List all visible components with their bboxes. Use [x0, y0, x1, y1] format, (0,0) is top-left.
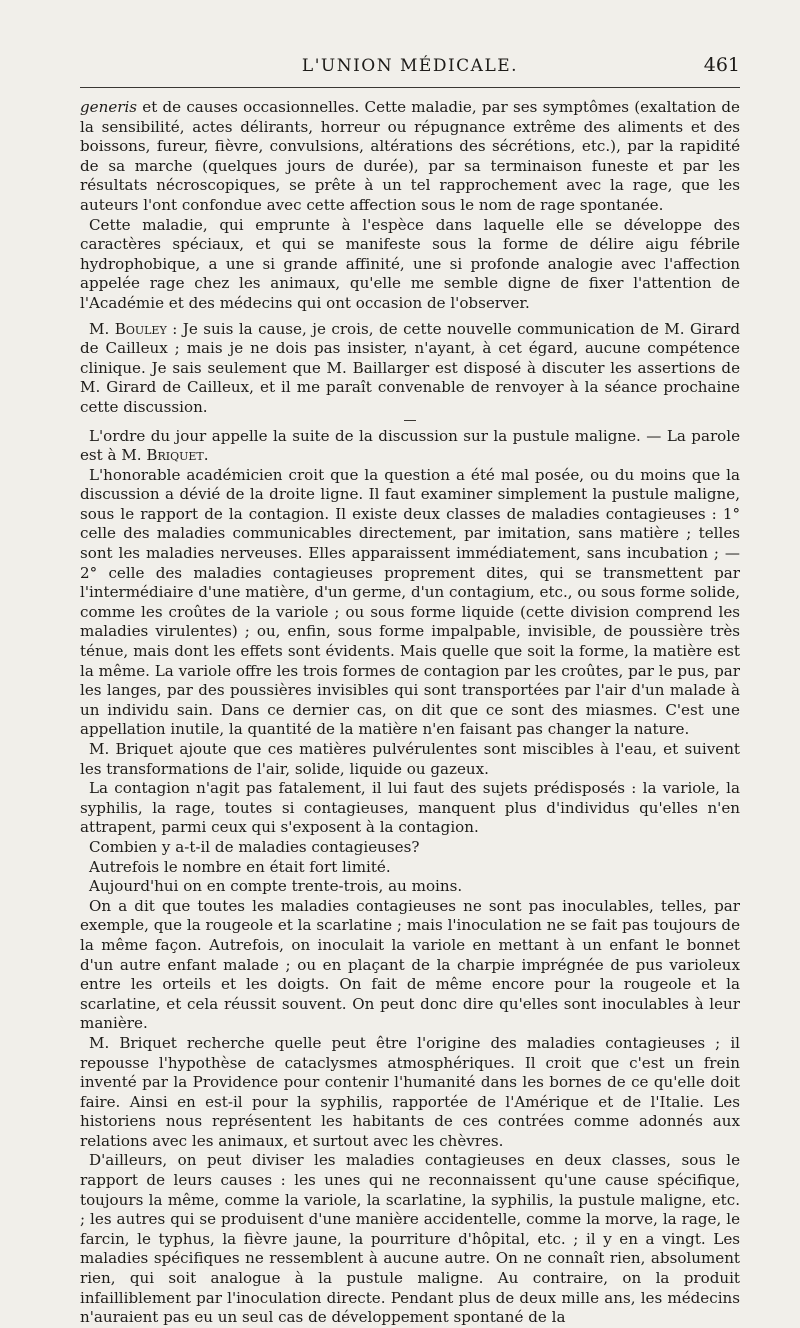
header-rule — [80, 87, 740, 88]
paragraph: Aujourd'hui on en compte trente-trois, au moins. — [89, 877, 463, 896]
paragraph: Cette maladie, qui emprunte à l'espèce dans laquelle elle se développe des caractères spéciaux, et qui se manifeste sous la forme de délire aigu fébrile hydrophobique, a une si grande affinité, une si profonde analogie avec l'affection appelée rage chez les animaux, qu'elle me semble digne de fixer l'attention de l'Académie et des médecins qui ont occasion de l'observer. — [80, 215, 740, 312]
paragraph: generis et de causes occasionnelles. Cette maladie, par ses symptômes (exaltation de la sensibilité, actes délirants, horreur ou répugnance extrême des aliments et des boissons, fureur, fièvre, convulsions, altérations des sécrétions, etc.), par la rapidité de sa marche (quelques jours de durée), par sa terminaison funeste et par les résultats nécroscopiques, se prête à un tel rapprochement avec la rage, que les auteurs l'ont confondue avec cette affection sous le nom de rage spontanée. — [80, 98, 740, 214]
paragraph: L'honorable académicien croit que la question a été mal posée, ou du moins que la discussion a dévié de la droite ligne. Il faut examiner simplement la pustule maligne, sous le rapport de la contagion. Il existe deux classes de maladies contagieuses : 1° celle des maladies communicables directement, par imitation, sans matière ; telles sont les maladies nerveuses. Elles apparaissent immédiatement, sans incubation ; — 2° celle des maladies contagieuses proprement dites, qui se transmettent par l'intermédiaire d'une matière, d'un germe, d'un contagium, etc., ou sous forme solide, comme les croûtes de la variole ; ou sous forme liquide (cette division comprend les maladies virulentes) ; ou, enfin, sous forme impalpable, invisible, de poussière très ténue, mais dont les effets sont évidents. Mais quelle que soit la forme, la matière est la même. La variole offre les trois formes de contagion par les croûtes, par le pus, par les langes, par des poussières invisibles qui sont transportées par l'air d'un malade à un individu sain. Dans ce dernier cas, on dit que ce sont des miasmes. C'est une appellation inutile, la quantité de la matière n'en faisant pas changer la nature. — [80, 465, 740, 739]
speaker-name: Briquet — [146, 446, 204, 465]
paragraph: La contagion n'agit pas fatalement, il lui faut des sujets prédisposés : la variole, la syphilis, la rage, toutes si contagieuses, manquent plus d'individus qu'elles n'en attrapent, parmi ceux qui s'exposent à la contagion. — [80, 779, 740, 837]
paragraph: D'ailleurs, on peut diviser les maladies contagieuses en deux classes, sous le rapport de leurs causes : les unes qui ne reconnaissent qu'une cause spécifique, toujours la même, comme la variole, la scarlatine, la syphilis, la pustule maligne, etc. ; les autres qui se produisent d'une manière accidentelle, comme la morve, la rage, le farcin, le typhus, la fièvre jaune, la pourriture d'hôpital, etc. ; il y en a vingt. Les maladies spécifiques ne ressemblent à aucune autre. On ne connaît rien, absolument rien, qui soit analogue à la pustule maligne. Au contraire, on la produit infailliblement par l'inoculation directe. Pendant plus de deux mille ans, les médecins n'auraient pas eu un seul cas de développement spontané de la — [80, 1151, 740, 1327]
journal-title: L'UNION MÉDICALE. — [301, 56, 519, 76]
running-header — [80, 50, 740, 80]
paragraph: M. Briquet ajoute que ces matières pulvérulentes sont miscibles à l'eau, et suivent les transformations de l'air, solide, liquide ou gazeux. — [80, 740, 740, 778]
page-number: 461 — [703, 54, 740, 76]
paragraph: Autrefois le nombre en était fort limité. — [89, 857, 391, 876]
agenda-paragraph: L'ordre du jour appelle la suite de la discussion sur la pustule maligne. — La parole est à M. Briquet. — [80, 426, 740, 465]
paragraph: Combien y a-t-il de maladies contagieuses? — [89, 837, 420, 856]
paragraph: M. Briquet recherche quelle peut être l'origine des maladies contagieuses ; il repousse l'hypothèse de cataclysmes atmosphériques. Il croit que c'est un frein inventé par la Providence pour contenir l'humanité dans les bornes de ce qu'elle doit faire. Ainsi en est-il pour la syphilis, rapportée de l'Amérique et de l'Italie. Les historiens nous représentent les habitants de ces contrées comme adonnés aux relations avec les animaux, et surtout avec les chèvres. — [80, 1033, 740, 1150]
section-divider — [404, 420, 416, 427]
latin-word: generis — [80, 98, 138, 116]
article-body — [80, 98, 740, 1328]
paragraph: On a dit que toutes les maladies contagieuses ne sont pas inoculables, telles, par exemple, que la rougeole et la scarlatine ; mais l'inoculation ne se fait pas toujours de la même façon. Autrefois, on inoculait la variole en mettant à un enfant le bonnet d'un autre enfant malade ; ou en plaçant de la charpie imprégnée de pus varioleux entre les orteils et les doigts. On fait de même encore pour la rougeole et la scarlatine, et cela réussit souvent. On peut donc dire qu'elles sont inoculables à leur manière. — [80, 896, 740, 1033]
speaker-name: Bouley — [114, 319, 167, 338]
speaker-paragraph: M. Bouley : Je suis la cause, je crois, de cette nouvelle communication de M. Girard de Cailleux ; mais je ne dois pas insister, n'ayant, à cet égard, aucune compétence clinique. Je sais seulement que M. Baillarger est disposé à discuter les assertions de M. Girard de Cailleux, et il me paraît convenable de renvoyer à la séance prochaine cette discussion. — [80, 319, 740, 416]
